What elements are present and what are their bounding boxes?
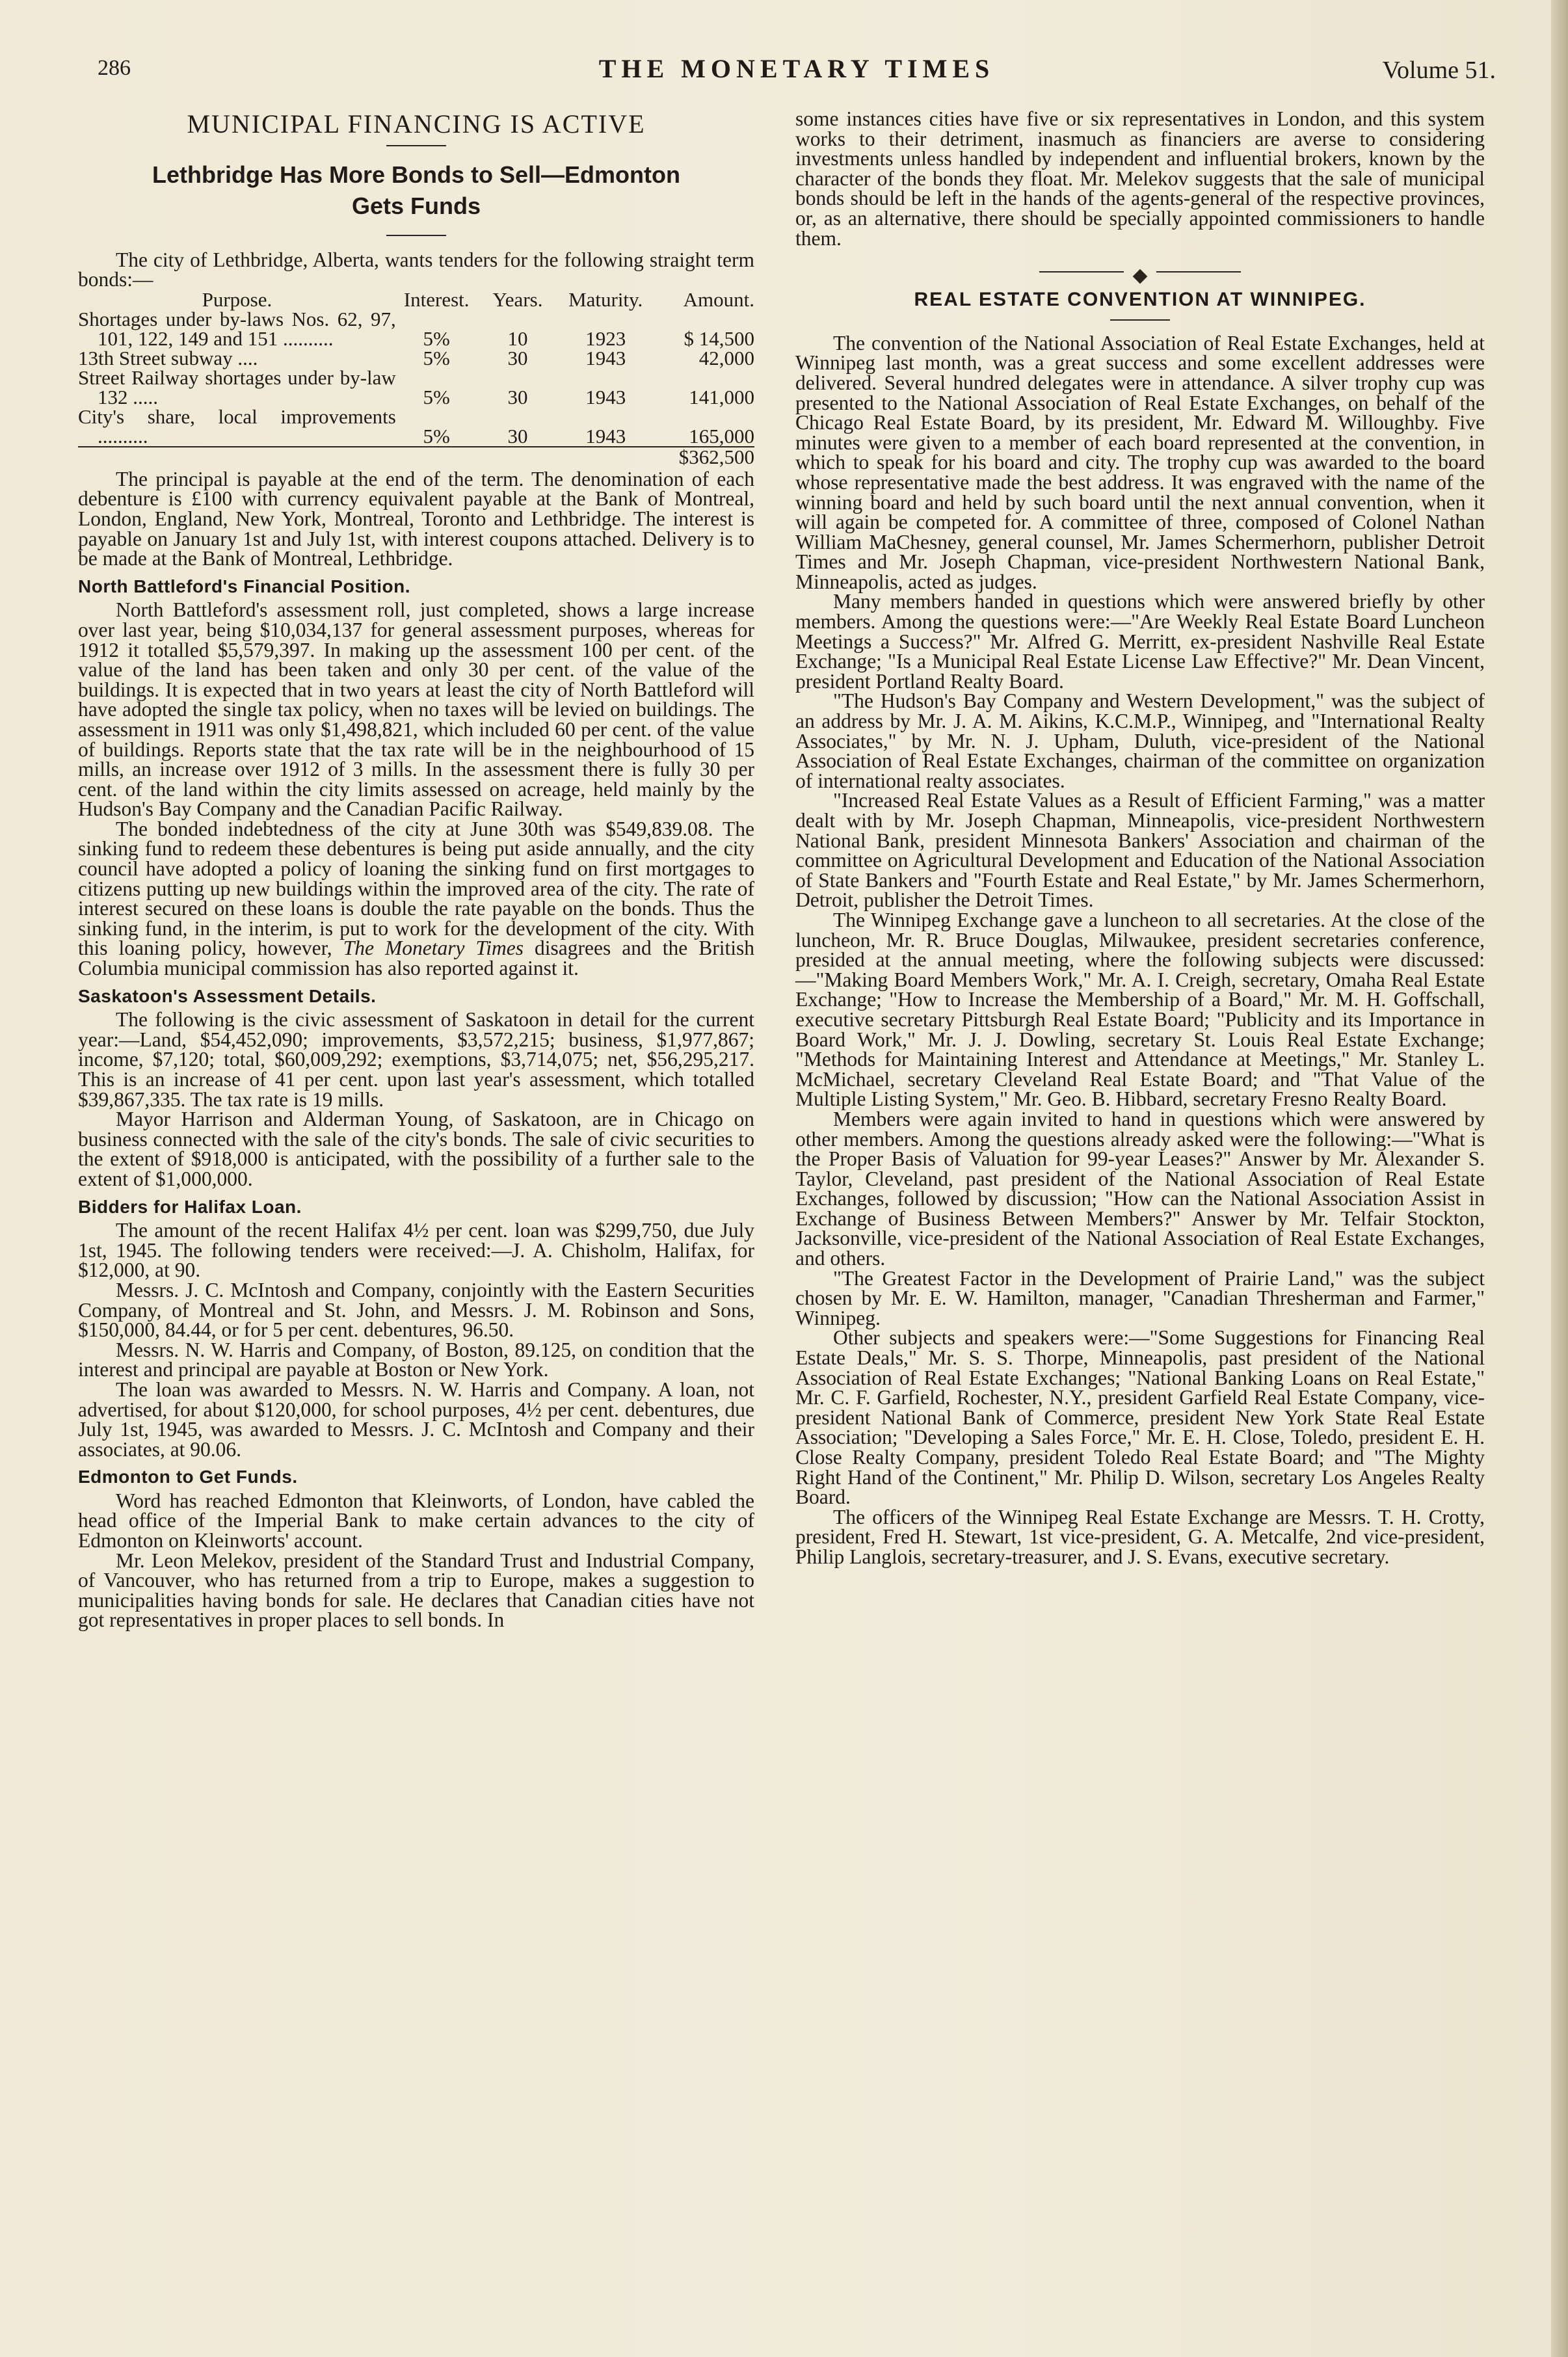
row-interest: 5% [423, 385, 450, 408]
intro-paragraph: The city of Lethbridge, Alberta, wants tenders for the following straight term bonds:— [78, 248, 754, 291]
row-maturity: 1943 [585, 346, 626, 369]
col-maturity: Maturity. [568, 287, 643, 311]
total-amount: $362,500 [653, 447, 754, 467]
row-amount: 42,000 [698, 346, 754, 369]
battleford-paragraph-2 [78, 819, 754, 979]
saskatoon-paragraph-2: Mayor Harrison and Alderman Young, of Saskatoon, are in Chicago on business connected with the sale of the city's bonds. The sale of civic securities to the extent of $918,000 is anticipated, with the possibility of a further sale to the extent of $1,000,000. [78, 1108, 754, 1190]
left-column [78, 109, 754, 1631]
row-maturity: 1923 [585, 326, 626, 350]
row-amount: 141,000 [689, 385, 754, 408]
row-maturity: 1943 [585, 424, 626, 447]
volume-label: Volume 51. [1382, 57, 1496, 84]
col-amount: Amount. [683, 287, 754, 311]
halifax-paragraph-3: Messrs. N. W. Harris and Company, of Boston, 89.125, on condition that the interest and principal are payable at Boston or New York. [78, 1338, 754, 1381]
table-row [78, 310, 754, 349]
col-interest: Interest. [403, 287, 470, 311]
subtitle-rule [386, 235, 446, 236]
section-heading-halifax: Bidders for Halifax Loan. [78, 1196, 302, 1217]
page-header [98, 56, 1496, 95]
principal-paragraph: The principal is payable at the end of the term. The denomination of each debenture is £100 with currency equivalent payable at the Bank of Montreal, London, England, New York, Montreal, Toronto and Lethbridge. The interest is payable on January 1st and July 1st, with interest coupons attached. Delivery is to be made at the Bank of Montreal, Lethbridge. [78, 467, 754, 570]
edmonton-paragraph-2: Mr. Leon Melekov, president of the Standard Trust and Industrial Company, of Vancouver, who has returned from a trip to Europe, makes a suggestion to municipalities having bonds for sale. He declares that Canadian cities have not got representatives in proper places to sell bonds. In [78, 1549, 754, 1632]
real-estate-paragraph-8: Other subjects and speakers were:—"Some Suggestions for Financing Real Estate Deals," Mr. S. S. Thorpe, Minneapolis, past president of the National Association of Real Estate Exchanges; "National Banking Loans on Real Estate," Mr. C. F. Garfield, Rochester, N.Y., president Garfield Real Estate Company, vice-president National Bank of Commerce, president New York State Real Estate Association; "Developing a Sales Force," Mr. E. H. Close, Toledo, president E. H. Close Realty Company, president Toledo Real Estate Board; and "The Mighty Right Hand of the Continent," Mr. Philip D. Wilson, secretary Los Angeles Realty Board. [795, 1326, 1485, 1509]
row-years: 30 [507, 346, 528, 369]
real-estate-paragraph-6: Members were again invited to hand in questions which were answered by other members. Among the questions already asked were the following:—"What is the Proper Basis of Valuation for 99-year Leases?" Answer by Mr. Alexander S. Taylor, Cleveland, past president of the National Association of Real Estate Exchanges, followed by discussion; "How can the National Association Assist in Exchange of Business Between Members?" Answer by Mr. Telfair Stockton, Jacksonville, vice-president of the National Association of Real Estate Exchanges, and others. [795, 1107, 1485, 1270]
article-subtitle: Lethbridge Has More Bonds to Sell—Edmonton Gets Funds [152, 161, 681, 219]
bond-table [78, 287, 754, 468]
bond-table-total-row [78, 447, 754, 467]
row-years: 30 [507, 424, 528, 447]
real-estate-rule [1110, 319, 1170, 321]
real-estate-paragraph-2: Many members handed in questions which were answered briefly by other members. Among the questions were:—"Are Weekly Real Estate Board Luncheon Meetings a Success?" Mr. Alfred G. Merritt, ex-president Nashville Real Estate Exchange; "Is a Municipal Real Estate License Law Effective?" Mr. Dean Vincent, president Portland Realty Board. [795, 590, 1485, 693]
section-ornament [795, 265, 1485, 278]
edmonton-paragraph-1: Word has reached Edmonton that Kleinworts, of London, have cabled the head office of the Imperial Bank to make certain advances to the city of Edmonton on Kleinworts' account. [78, 1489, 754, 1552]
ornament-diamond-icon [1133, 269, 1148, 284]
real-estate-paragraph-4: "Increased Real Estate Values as a Result of Efficient Farming," was a matter dealt with by Mr. Joseph Chapman, Minneapolis, vice-president Northwestern National Bank, president Minnesota Bankers' Association and chairman of the committee on Agricultural Development and Education of the National Association of State Bankers and "Fourth Estate and Real Estate," by Mr. James Schermerhorn, Detroit, publisher the Detroit Times. [795, 789, 1485, 912]
bond-table-header [78, 290, 754, 310]
col-purpose: Purpose. [202, 287, 272, 311]
ornament-line-left [1039, 271, 1124, 273]
row-years: 10 [507, 326, 528, 350]
monetary-times-italic: The Monetary Times [343, 937, 524, 960]
section-heading-edmonton: Edmonton to Get Funds. [78, 1467, 298, 1487]
page-number: 286 [98, 56, 131, 80]
page-edge [1551, 0, 1568, 2357]
row-years: 30 [507, 385, 528, 408]
battleford-text-b: disagrees and the British Columbia municipal commission has also reported against it. [78, 937, 755, 980]
row-amount: $ 14,500 [684, 326, 754, 350]
row-amount: 165,000 [689, 424, 754, 447]
row-interest: 5% [423, 326, 450, 350]
ornament-line-right [1156, 271, 1241, 273]
table-row [78, 349, 754, 368]
real-estate-paragraph-5: The Winnipeg Exchange gave a luncheon to all secretaries. At the close of the luncheon, Mr. R. Bruce Douglas, Milwaukee, president secretaries conference, presided at the annual meeting, where the following subjects were discussed:—"Making Board Members Work," Mr. A. I. Creigh, secretary, Omaha Real Estate Exchange; "How to Increase the Membership of a Board," Mr. M. H. Goffschall, executive secretary Pittsburgh Real Estate Board; "Publicity and its Importance in Board Work," Mr. J. J. Dowling, secretary St. Louis Real Estate Exchange; "Methods for Maintaining Interest and Attendance at Meetings," Mr. Stanley L. McMichael, secretary Cleveland Real Estate Board; and "That Value of the Multiple Listing System," Mr. Geo. B. Hibbard, secretary Fresno Realty Board. [795, 908, 1485, 1111]
halifax-paragraph-1: The amount of the recent Halifax 4½ per cent. loan was $299,750, due July 1st, 1945. The following tenders were received:—J. A. Chisholm, Halifax, for $12,000, at 90. [78, 1219, 754, 1282]
real-estate-paragraph-7: "The Greatest Factor in the Development of Prairie Land," was the subject chosen by Mr. E. W. Hamilton, manager, "Canadian Thresherman and Farmer," Winnipeg. [795, 1266, 1485, 1329]
real-estate-paragraph-3: "The Hudson's Bay Company and Western Development," was the subject of an address by Mr. J. A. M. Aikins, K.C.M.P., Winnipeg, and "International Realty Associates," by Mr. N. J. Upham, Duluth, vice-president of the National Association of Real Estate Exchanges, chairman of the committee on organization of international realty associates. [795, 689, 1485, 792]
table-row [78, 407, 754, 447]
real-estate-paragraph-9: The officers of the Winnipeg Real Estate Exchange are Messrs. T. H. Crotty, president, Fred H. Stewart, 1st vice-president, G. A. Metcalfe, 2nd vice-president, Philip Langlois, secretary-treasurer, and J. S. Evans, executive secretary. [795, 1505, 1485, 1568]
row-maturity: 1943 [585, 385, 626, 408]
row-interest: 5% [423, 346, 450, 369]
article-title-real-estate: REAL ESTATE CONVENTION AT WINNIPEG. [914, 289, 1366, 311]
row-purpose: Shortages under by-laws Nos. 62, 97, 101, 122, 149 and 151 .......... [78, 307, 396, 350]
col-years: Years. [492, 287, 543, 311]
battleford-paragraph-1: North Battleford's assessment roll, just completed, shows a large increase over last year, being $10,034,137 for general assessment purposes, whereas for 1912 it totalled $5,579,397. In making up the assessment 100 per cent. of the value of the land has been taken and only 30 per cent. of the value of the buildings. It is expected that in two years at least the city of North Battleford will have adopted the single tax policy, when no taxes will be levied on buildings. The assessment in 1911 was only $1,498,821, which included 60 per cent. of the value of buildings. Reports state that the tax rate will be in the neighbourhood of 15 mills, an increase over 1912 of 3 mills. In the assessment there is fully 30 per cent. of the land within the city limits assessed on acreage, held mainly by the Hudson's Bay Company and the Canadian Pacific Railway. [78, 598, 754, 821]
journal-title: THE MONETARY TIMES [598, 54, 995, 83]
row-interest: 5% [423, 424, 450, 447]
section-heading-battleford: North Battleford's Financial Position. [78, 576, 411, 596]
section-heading-saskatoon: Saskatoon's Assessment Details. [78, 985, 377, 1006]
row-purpose: 13th Street subway .... [78, 346, 258, 369]
row-purpose: City's share, local improvements .......... [78, 405, 396, 447]
real-estate-paragraph-1: The convention of the National Association of Real Estate Exchanges, held at Winnipeg last month, was a great success and some excellent addresses were delivered. Several hundred delegates were in attendance. A silver trophy cup was presented to the National Association of Real Estate Exchanges, on behalf of the Chicago Real Estate Board, by its president, Mr. Edward M. Willoughby. Five minutes were given to a member of each board represented at the convention, in which to speak for his board and city. The trophy cup was awarded to the board whose representative made the best address. It was engraved with the name of the winning board and held by such board until the next annual convention, when it will again be competed for. A committee of three, composed of Colonel Nathan William MaChesney, general counsel, Mr. James Schermerhorn, publisher Detroit Times and Mr. Joseph Chapman, vice-president Northwestern National Bank, Minneapolis, acted as judges. [795, 331, 1485, 593]
table-row [78, 368, 754, 407]
continuation-paragraph: some instances cities have five or six representatives in London, and this system works to their detriment, inasmuch as financiers are averse to considering investments unless handled by independent and influential brokers, known by the character of the bonds they float. Mr. Melekov suggests that the sale of municipal bonds should be left in the hands of the agents-general of the respective provinces, or, as an alternative, there should be specially appointed commissioners to handle them. [795, 107, 1485, 250]
halifax-paragraph-2: Messrs. J. C. McIntosh and Company, conjointly with the Eastern Securities Company, of Montreal and St. John, and Messrs. J. M. Robinson and Sons, $150,000, 84.44, or for 5 per cent. debentures, 96.50. [78, 1278, 754, 1342]
title-rule [386, 145, 446, 146]
halifax-paragraph-4: The loan was awarded to Messrs. N. W. Harris and Company. A loan, not advertised, for about $120,000, for school purposes, 4½ per cent. debentures, due July 1st, 1945, was awarded to Messrs. J. C. McIntosh and Company and their associates, at 90.06. [78, 1378, 754, 1461]
article-title: MUNICIPAL FINANCING IS ACTIVE [187, 109, 646, 139]
battleford-text-a: The bonded indebtedness of the city at June 30th was $549,839.08. The sinking fund to redeem these debentures is being put aside annually, and the city council have adopted a policy of loaning the sinking fund on first mortgages to citizens putting up new buildings within the improved area of the city. The rate of interest secured on these loans is double the rate payable on the bonds. Thus the sinking fund, in the interim, is put to work for the development of the city. With this loaning policy, however, [78, 817, 754, 960]
right-column [795, 109, 1485, 1567]
saskatoon-paragraph-1: The following is the civic assessment of Saskatoon in detail for the current year:—Land, $54,452,090; improvements, $3,572,215; business, $1,977,867; income, $7,120; total, $60,009,292; exemptions, $3,714,075; net, $56,295,217. This is an increase of 41 per cent. upon last year's assessment, which totalled $39,867,335. The tax rate is 19 mills. [78, 1008, 754, 1111]
row-purpose: Street Railway shortages under by-law 132 ..... [78, 366, 396, 408]
